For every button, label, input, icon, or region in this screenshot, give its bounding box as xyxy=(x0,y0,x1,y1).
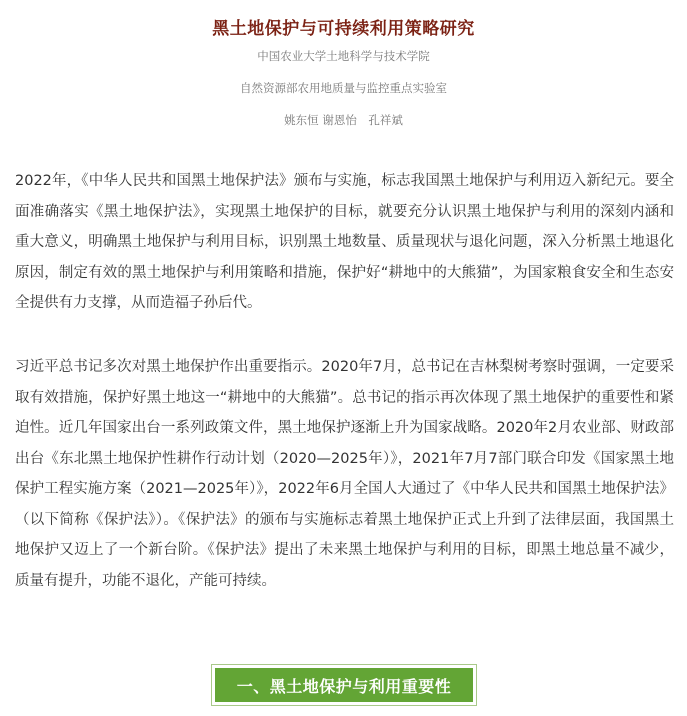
section-heading: 一、黑土地保护与利用重要性 xyxy=(215,668,473,702)
paragraph-2: 习近平总书记多次对黑土地保护作出重要指示。2020年7月，总书记在吉林梨树考察时强调，一定要采取有效措施，保护好黑土地这一“耕地中的大熊猫”。总书记的指示再次体现了黑土地保护的重要性和紧迫性。近几年国家出台一系列政策文件，黑土地保护逐渐上升为国家战略。2020年2月农业部、财政部出台《东北黑土地保护性耕作行动计划（2020—2025年）》，2021年7月7部门联合印发《国家黑土地保护工程实施方案（2021—2025年）》，2022年6月全国人大通过了《中华人民共和国黑土地保护法》（以下简称《保护法》）。《保护法》的颁布与实施标志着黑土地保护正式上升到了法律层面，我国黑土地保护又迈上了一个新台阶。《保护法》提出了未来黑土地保护与利用的目标，即黑土地总量不减少，质量有提升，功能不退化，产能可持续。 xyxy=(15,359,674,589)
paragraph-1: 2022年，《中华人民共和国黑土地保护法》颁布与实施，标志我国黑土地保护与利用迈入新纪元。要全面准确落实《黑土地保护法》，实现黑土地保护的目标，就要充分认识黑土地保护与利用的深刻内涵和重大意义，明确黑土地保护与利用目标，识别黑土地数量、质量现状与退化问题，深入分析黑土地退化原因，制定有效的黑土地保护与利用策略和措施，保护好“耕地中的大熊猫”，为国家粮食安全和生态安全提供有力支撑，从而造福子孙后代。 xyxy=(15,173,674,311)
section-heading-box xyxy=(211,664,477,706)
affiliation-1: 中国农业大学土地科学与技术学院 xyxy=(257,49,430,63)
article-title: 黑土地保护与可持续利用策略研究 xyxy=(212,19,475,39)
affiliation-2: 自然资源部农用地质量与监控重点实验室 xyxy=(240,81,447,95)
authors: 姚东恒 谢恩怡 孔祥斌 xyxy=(284,113,403,127)
